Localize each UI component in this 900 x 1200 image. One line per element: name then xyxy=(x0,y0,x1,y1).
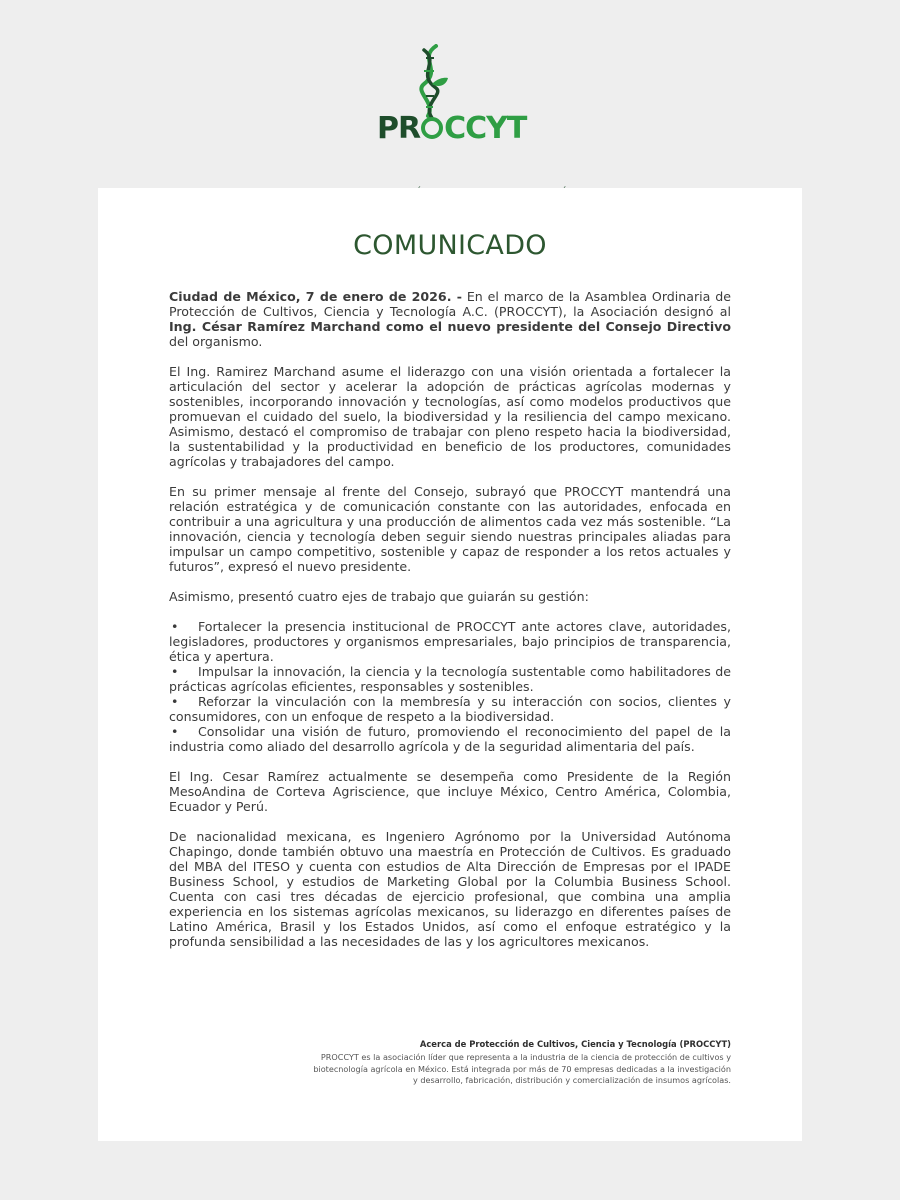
footer-line: y desarrollo, fabricación, distribución y comercialización de insumos agrícolas. xyxy=(413,1075,731,1085)
intro-bold-appointment: Ing. César Ramírez Marchand como el nuevo presidente del Consejo Directivo xyxy=(169,319,731,334)
bullet-icon: • xyxy=(171,694,179,709)
list-item xyxy=(169,694,731,724)
paragraph-first-message: En su primer mensaje al frente del Consejo, subrayó que PROCCYT mantendrá una relación estratégica y de comunicación constante con las autoridades, enfocada en contribuir a una agricultura y una producción de alimentos cada vez más sostenible. “La innovación, ciencia y tecnología deben seguir siendo nuestras principales aliadas para impulsar un campo competitivo, sostenible y capaz de responder a los retos actuales y futuros”, expresó el nuevo presidente. xyxy=(169,484,731,574)
bullet-icon: • xyxy=(171,664,179,679)
brand-name-part1: PR xyxy=(377,111,421,146)
list-item-text: Fortalecer la presencia institucional de PROCCYT ante actores clave, autoridades, legisladores, productores y organismos empresariales, bajo principios de transparencia, ética y apertura. xyxy=(169,619,731,664)
footer-line: PROCCYT es la asociación líder que representa a la industria de la ciencia de protección de cultivos y xyxy=(320,1052,731,1062)
intro-paragraph xyxy=(169,289,731,349)
brand-o-icon xyxy=(421,117,443,139)
paragraph-vision: El Ing. Ramirez Marchand asume el liderazgo con una visión orientada a fortalecer la articulación del sector y acelerar la adopción de prácticas agrícolas modernas y sostenibles, incorporando innovación y tecnologías, así como modelos productivos que promuevan el cuidado del suelo, la biodiversidad y la resiliencia del campo mexicano. Asimismo, destacó el compromiso de trabajar con pleno respeto hacia la biodiversidad, la sustentabilidad y la productividad en beneficio de los productores, comunidades agrícolas y trabajadores del campo. xyxy=(169,364,731,469)
intro-text-1: En el marco de la Asamblea Ordinaria de Protección de Cultivos, Ciencia y Tecnología A.C. (PROCCYT), la Asociación designó al xyxy=(169,289,731,319)
axes-list xyxy=(169,619,731,754)
list-item-text: Reforzar la vinculación con la membresía y su interacción con socios, clientes y consumidores, con un enfoque de respeto a la biodiversidad. xyxy=(169,694,731,724)
brand-name xyxy=(377,112,526,146)
document-title: COMUNICADO xyxy=(353,230,547,261)
dateline: Ciudad de México, 7 de enero de 2026. - xyxy=(169,289,462,304)
about-footer xyxy=(250,1038,731,1087)
paragraph-biography: De nacionalidad mexicana, es Ingeniero Agrónomo por la Universidad Autónoma Chapingo, donde también obtuvo una maestría en Protección de Cultivos. Es graduado del MBA del ITESO y cuenta con estudios de Alta Dirección de Empresas por el IPADE Business School, y estudios de Marketing Global por la Columbia Business School. Cuenta con casi tres décadas de ejercicio profesional, que combina una amplia experiencia en los sistemas agrícolas mexicanos, su liderazgo en diferentes países de Latino América, Brasil y los Estados Unidos, así como el enfoque estratégico y la profunda sensibilidad a las necesidades de las y los agricultores mexicanos. xyxy=(169,829,731,949)
proccyt-logo xyxy=(0,44,900,174)
list-item xyxy=(169,664,731,694)
list-item xyxy=(169,724,731,754)
bullet-icon: • xyxy=(171,619,179,634)
list-item xyxy=(169,619,731,664)
list-item-text: Impulsar la innovación, la ciencia y la tecnología sustentable como habilitadores de prácticas agrícolas eficientes, responsables y sostenibles. xyxy=(169,664,731,694)
footer-line: biotecnología agrícola en México. Está integrada por más de 70 empresas dedicadas a la investigación xyxy=(313,1063,731,1074)
intro-text-3: del organismo. xyxy=(169,334,263,349)
brand-name-part2: CCYT xyxy=(444,111,527,146)
paragraph-current-role: El Ing. Cesar Ramírez actualmente se desempeña como Presidente de la Región MesoAndina de Corteva Agriscience, que incluye México, Centro América, Colombia, Ecuador y Perú. xyxy=(169,769,731,814)
list-item-text: Consolidar una visión de futuro, promoviendo el reconocimiento del papel de la industria como aliado del desarrollo agrícola y de la seguridad alimentaria del país. xyxy=(169,724,731,754)
footer-title: Acerca de Protección de Cultivos, Ciencia y Tecnología (PROCCYT) xyxy=(419,1039,731,1049)
paragraph-axes-intro: Asimismo, presentó cuatro ejes de trabajo que guiarán su gestión: xyxy=(169,589,589,604)
document-body xyxy=(169,289,731,949)
bullet-icon: • xyxy=(171,724,179,739)
